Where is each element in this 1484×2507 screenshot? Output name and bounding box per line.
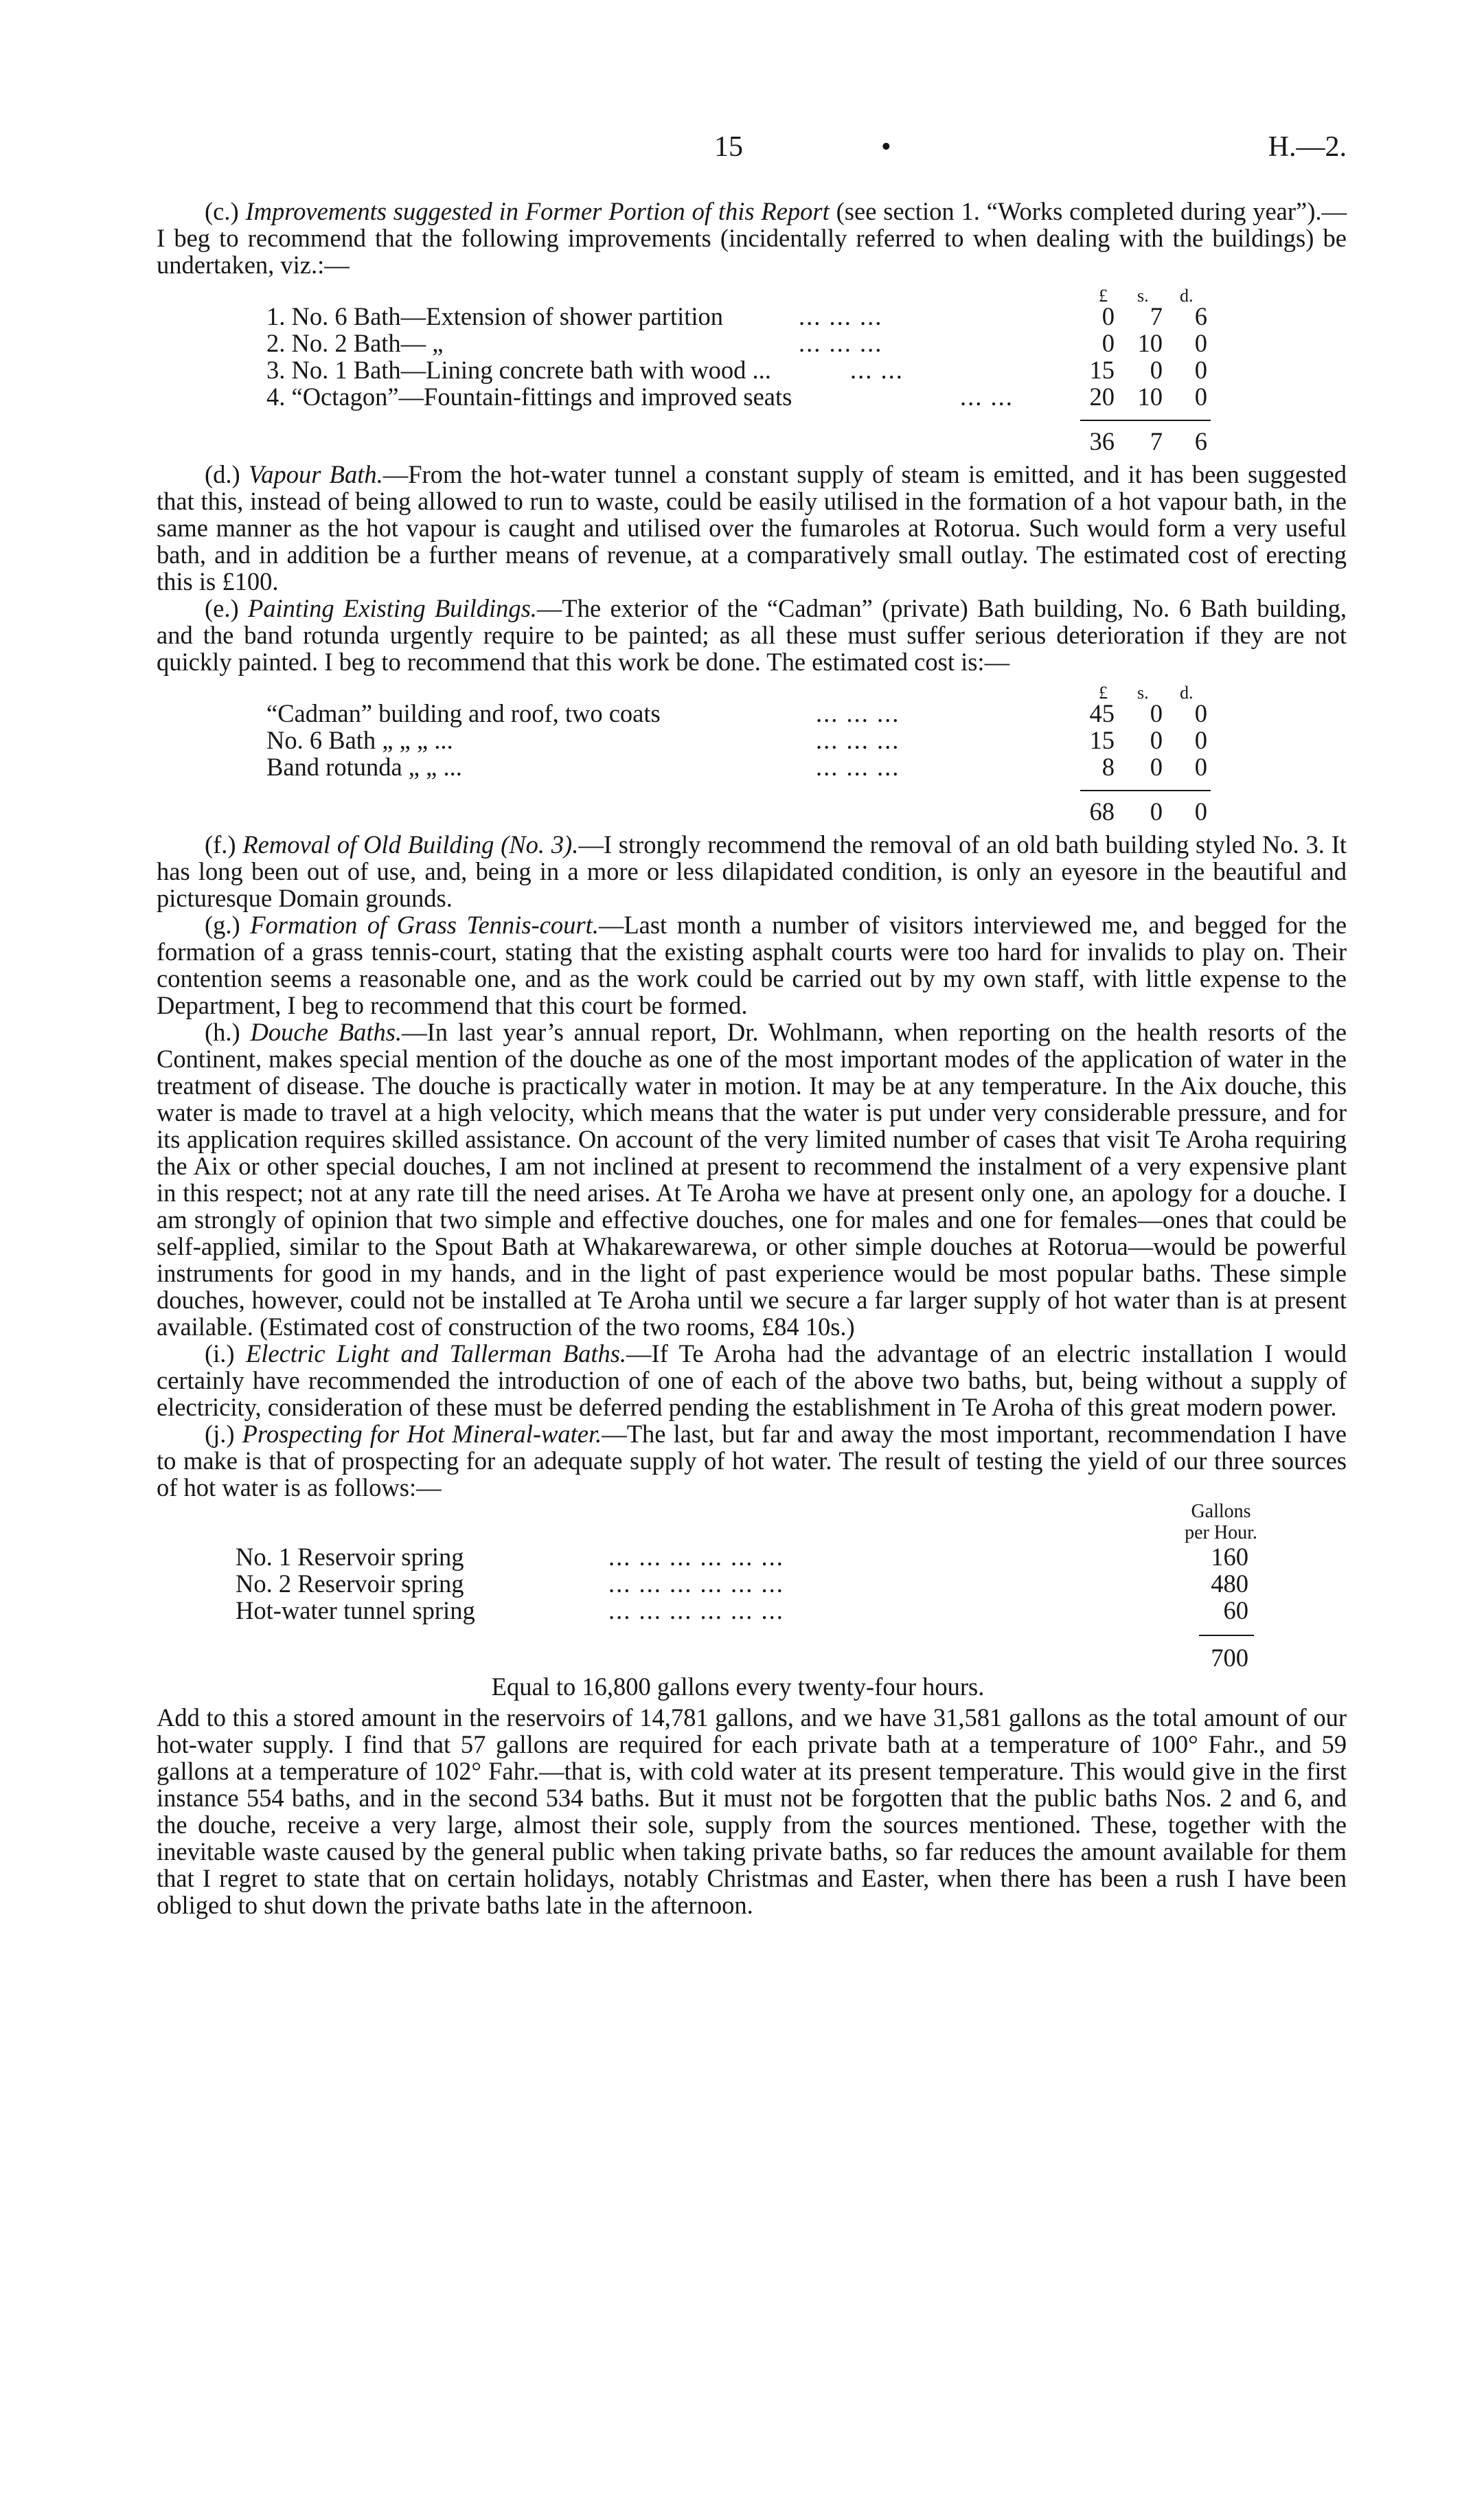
cost-label: 1. No. 6 Bath—Extension of shower partition	[266, 302, 724, 330]
cost-label: 4. “Octagon”—Fountain-fittings and improved seats	[266, 383, 792, 411]
report-body	[157, 198, 1347, 1918]
section-h-text: —In last year’s annual report, Dr. Wohlmann, when reporting on the health resorts of the Continent, makes special mention of the douche as one of the most important modes of the application of water in the treatment of disease. The douche is practically water in motion. It may be at any temperature. In the Aix douche, this water is made to travel at a high velocity, which means that the water is put under very considerable pressure, and for its application requires skilled assistance. On account of the very limited number of cases that visit Te Aroha requiring the Aix or other special douches, I am not inclined at present to recommend the instalment of a very expensive plant in this respect; not at any rate till the need arises. At Te Aroha we have at present only one, an apology for a douche. I am strongly of opinion that two simple and effective douches, one for males and one for females—ones that could be self-applied, similar to the Spout Bath at Whakarewarewa, or other simple douches at Rotorua—would be powerful instruments for good in my hands, and in the light of past experience would be most popular baths. These simple douches, however, could not be installed at Te Aroha until we secure a far larger supply of hot water than is at present available. (Estimated cost of construction of the two rooms, £84 10s.)	[157, 1018, 1347, 1341]
cost-pence: 0	[1194, 699, 1207, 727]
spring-label: Hot-water tunnel spring	[236, 1596, 475, 1624]
section-i-paragraph	[157, 1340, 1347, 1420]
section-e-title: Painting Existing Buildings.	[247, 594, 537, 622]
cost-shillings: 0	[1150, 356, 1163, 384]
section-e-currency-header	[157, 679, 1347, 703]
total-rule	[1199, 1635, 1254, 1636]
section-i-text: —If Te Aroha had the advantage of an electric installation I would certainly have recommended the introduction of one of each of the above two baths, but, being without a supply of electricity, consideration of these must be deferred pending the establishment in Te Aroha of this great modern power.	[157, 1339, 1347, 1421]
cost-pence: 0	[1194, 726, 1207, 754]
cost-pence: 0	[1194, 753, 1207, 781]
total-pounds: 36	[1089, 427, 1115, 455]
pounds-header: £	[1099, 683, 1108, 703]
section-g-text: —Last month a number of visitors interviewed me, and begged for the formation of a grass tennis-court, stating that the existing asphalt courts were too hard for invalids to play on. Their contention seems a reasonable one, and as the work could be carried out by my own staff, with little expense to the Department, I beg to recommend that this court be formed.	[157, 911, 1347, 1019]
cost-row	[157, 727, 1347, 753]
leader-dots: ... ... ...	[799, 329, 883, 357]
cost-pounds: 8	[1101, 753, 1115, 781]
header-dot: •	[881, 131, 891, 163]
total-pence: 6	[1194, 427, 1207, 455]
gallons-column-header	[157, 1501, 1347, 1543]
leader-dots: ... ... ...	[799, 302, 883, 330]
total-pence: 0	[1194, 797, 1207, 826]
shillings-header: s.	[1137, 683, 1149, 703]
cost-label: No. 6 Bath „ „ „ ...	[266, 726, 453, 754]
spring-gallons: 480	[1211, 1569, 1248, 1598]
cost-row	[157, 383, 1347, 410]
spring-gallons: 60	[1223, 1596, 1248, 1624]
section-f-paragraph	[157, 831, 1347, 911]
cost-row	[157, 356, 1347, 383]
closing-paragraph: Add to this a stored amount in the reservoirs of 14,781 gallons, and we have 31,581 gallons as the total amount of our hot-water supply. I find that 57 gallons are required for each private bath at a temperature of 100° Fahr., and 59 gallons at a temperature of 102° Fahr.—that is, with cold water at its present temperature. This would give in the first instance 554 baths, and in the second 534 baths. But it must not be forgotten that the public baths Nos. 2 and 6, and the douche, receive a very large, almost their sole, supply from the sources mentioned. These, together with the inevitable waste caused by the general public when taking private baths, so far reduces the amount available for them that I regret to state that on certain holidays, notably Christmas and Easter, when there has been a rush I have been obliged to shut down the private baths late in the afternoon.	[157, 1703, 1347, 1919]
total-shillings: 0	[1150, 797, 1163, 826]
section-f-label: (f.)	[205, 830, 236, 859]
section-c-label: (c.)	[205, 197, 239, 225]
cost-row	[157, 330, 1347, 356]
section-f-text: —I strongly recommend the removal of an old bath building styled No. 3. It has long been out of use, and, being in a more or less dilapidated condition, is only an eyesore in the beautiful and picturesque Domain grounds.	[157, 830, 1347, 912]
leader-dots: ... ...	[960, 383, 1014, 411]
section-i-title: Electric Light and Tallerman Baths.	[246, 1339, 627, 1368]
cost-shillings: 10	[1137, 383, 1163, 411]
section-h-paragraph	[157, 1019, 1347, 1340]
page-number: 15	[714, 131, 743, 163]
series-reference: H.—2.	[1268, 131, 1347, 163]
section-f-title: Removal of Old Building (No. 3).	[242, 830, 579, 859]
page-header	[0, 131, 1484, 172]
cost-total-row	[157, 789, 1347, 827]
leader-dots: ... ... ... ... ... ...	[608, 1596, 784, 1624]
cost-row	[157, 303, 1347, 330]
pence-header: d.	[1180, 683, 1194, 703]
leader-dots: ... ... ... ... ... ...	[608, 1569, 784, 1598]
pence-header: d.	[1180, 286, 1194, 306]
section-e-label: (e.)	[205, 594, 239, 622]
section-d-paragraph	[157, 461, 1347, 595]
cost-pounds: 0	[1101, 329, 1115, 357]
section-j-text: —The last, but far and away the most important, recommendation I have to make is that of prospecting for an adequate supply of hot water. The result of testing the yield of our three sources of hot water is as follows:—	[157, 1420, 1347, 1501]
section-j-label: (j.)	[205, 1420, 235, 1448]
gallons-total-row	[157, 1633, 1347, 1673]
leader-dots: ... ...	[850, 356, 904, 384]
pounds-header: £	[1099, 286, 1108, 306]
leader-dots: ... ... ...	[816, 726, 900, 754]
cost-pounds: 15	[1089, 356, 1115, 384]
section-j-paragraph	[157, 1420, 1347, 1501]
cost-label: 2. No. 2 Bath— „	[266, 329, 444, 357]
shillings-header: s.	[1137, 286, 1149, 306]
section-c-currency-header	[157, 282, 1347, 306]
cost-pence: 6	[1194, 302, 1207, 330]
cost-label: “Cadman” building and roof, two coats	[266, 699, 661, 727]
section-e-paragraph	[157, 595, 1347, 675]
section-e-text: —The exterior of the “Cadman” (private) Bath building, No. 6 Bath building, and the band rotunda urgently require to be painted; as all these must suffer serious deterioration if they are not quickly painted. I beg to recommend that this work be done. The estimated cost is:—	[157, 594, 1347, 676]
gallons-total: 700	[1211, 1644, 1248, 1672]
spring-label: No. 2 Reservoir spring	[236, 1569, 464, 1598]
section-d-label: (d.)	[205, 460, 240, 488]
gallons-header-line1: Gallons	[1191, 1501, 1251, 1522]
cost-pounds: 0	[1101, 302, 1115, 330]
section-c-text: (see section 1. “Works completed during year”).—I beg to recommend that the following improvements (incidentally referred to when dealing with the buildings) be undertaken, viz.:—	[157, 197, 1347, 279]
cost-total-row	[157, 418, 1347, 457]
section-i-label: (i.)	[205, 1339, 235, 1368]
section-c-paragraph	[157, 198, 1347, 278]
section-j-title: Prospecting for Hot Mineral-water.	[242, 1420, 602, 1448]
cost-shillings: 0	[1150, 699, 1163, 727]
cost-label: Band rotunda „ „ ...	[266, 753, 462, 781]
leader-dots: ... ... ... ... ... ...	[608, 1543, 784, 1571]
section-c-title: Improvements suggested in Former Portion of this Report	[245, 197, 830, 225]
cost-pounds: 15	[1089, 726, 1115, 754]
cost-shillings: 7	[1150, 302, 1163, 330]
section-d-text: —From the hot-water tunnel a constant supply of steam is emitted, and it has been suggested that this, instead of being allowed to run to waste, could be easily utilised in the formation of a hot vapour bath, in the same manner as the hot vapour is caught and utilised over the fumaroles at Rotorua. Such would form a very useful bath, and in addition be a further means of revenue, at a comparatively small outlay. The estimated cost of erecting this is £100.	[157, 460, 1347, 595]
spring-row	[157, 1543, 1347, 1570]
section-h-label: (h.)	[205, 1018, 240, 1046]
cost-label: 3. No. 1 Bath—Lining concrete bath with wood ...	[266, 356, 771, 384]
total-rule	[1080, 790, 1211, 791]
total-rule	[1080, 420, 1211, 421]
cost-pounds: 20	[1089, 383, 1115, 411]
cost-shillings: 10	[1137, 329, 1163, 357]
total-shillings: 7	[1150, 427, 1163, 455]
spring-label: No. 1 Reservoir spring	[236, 1543, 464, 1571]
cost-pence: 0	[1194, 329, 1207, 357]
cost-pence: 0	[1194, 383, 1207, 411]
cost-pence: 0	[1194, 356, 1207, 384]
cost-row	[157, 753, 1347, 780]
gallons-header-line2: per Hour.	[1185, 1522, 1257, 1543]
leader-dots: ... ... ...	[816, 753, 900, 781]
cost-pounds: 45	[1089, 699, 1115, 727]
section-g-label: (g.)	[205, 911, 240, 939]
leader-dots: ... ... ...	[816, 699, 900, 727]
total-pounds: 68	[1089, 797, 1115, 826]
spring-gallons: 160	[1211, 1543, 1248, 1571]
cost-shillings: 0	[1150, 753, 1163, 781]
spring-row	[157, 1597, 1347, 1624]
section-d-title: Vapour Bath.	[248, 460, 383, 488]
cost-row	[157, 700, 1347, 727]
section-g-title: Formation of Grass Tennis-court.	[250, 911, 599, 939]
cost-shillings: 0	[1150, 726, 1163, 754]
spring-row	[157, 1570, 1347, 1597]
section-g-paragraph	[157, 911, 1347, 1019]
daily-equivalent-line: Equal to 16,800 gallons every twenty-four hours.	[491, 1672, 985, 1701]
section-h-title: Douche Baths.	[250, 1018, 402, 1046]
